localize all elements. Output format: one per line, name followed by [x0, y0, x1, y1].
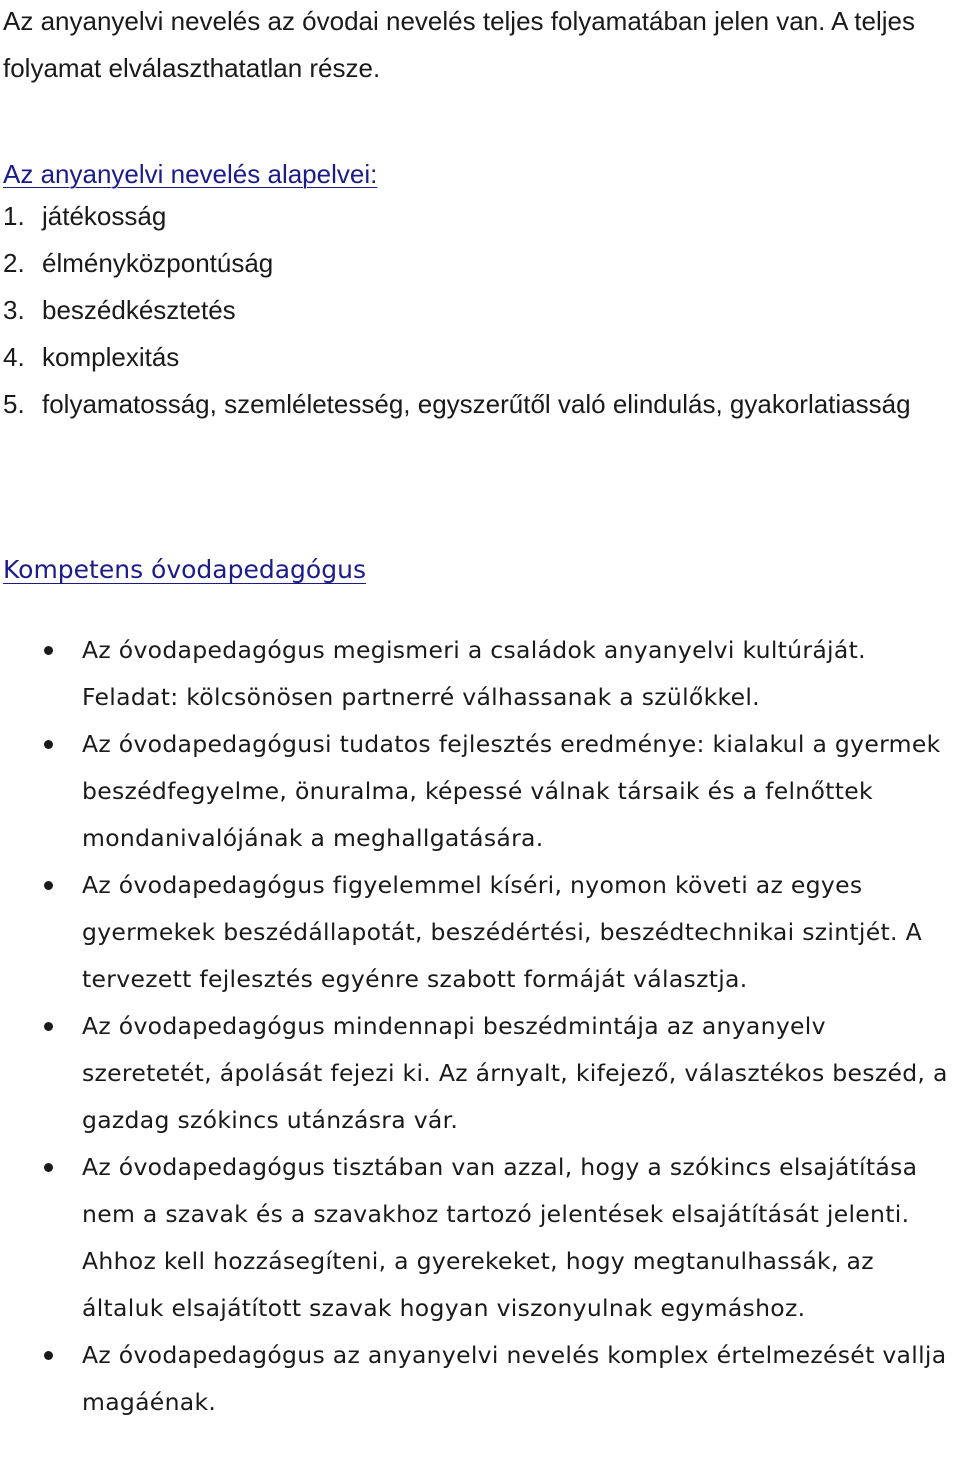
- list-item: [3, 287, 953, 334]
- intro-paragraph: Az anyanyelvi nevelés az óvodai nevelés teljes folyamatában jelen van. A teljes folyamat elválaszthatatlan része.: [3, 6, 916, 83]
- bullet-icon: [44, 881, 53, 890]
- list-item-text: folyamatosság, szemléletesség, egyszerűtől való elindulás, gyakorlatiasság: [42, 389, 911, 419]
- bullet-icon: [44, 740, 53, 749]
- bullet-item: [0, 627, 960, 721]
- bullet-item: [0, 862, 960, 1003]
- bullet-item-text: Az óvodapedagógusi tudatos fejlesztés eredménye: kialakul a gyermek beszédfegyelme, önuralma, képessé válnak társaik és a felnőttek mondanivalójának a meghallgatására.: [82, 730, 941, 852]
- competence-list: [0, 627, 960, 1426]
- bullet-item-text: Az óvodapedagógus az anyanyelvi nevelés komplex értelmezését vallja magáénak.: [82, 1341, 947, 1416]
- competence-heading-link[interactable]: Kompetens óvodapedagógus: [3, 555, 366, 584]
- bullet-item: [0, 1332, 960, 1426]
- list-item-text: komplexitás: [42, 342, 180, 372]
- list-item: [3, 334, 953, 381]
- list-item-number: 2.: [3, 248, 25, 278]
- bullet-item: [0, 1144, 960, 1332]
- list-item-text: játékosság: [42, 201, 167, 231]
- list-item-number: 3.: [3, 295, 25, 325]
- bullet-item-text: Az óvodapedagógus mindennapi beszédmintája az anyanyelv szeretetét, ápolását fejezi ki. Az árnyalt, kifejező, választékos beszéd, a gazdag szókincs utánzásra vár.: [82, 1012, 948, 1134]
- bullet-icon: [44, 1163, 53, 1172]
- list-item: [3, 381, 953, 428]
- list-item: [3, 240, 953, 287]
- bullet-icon: [44, 1022, 53, 1031]
- list-item-number: 4.: [3, 342, 25, 372]
- list-item: [3, 193, 953, 240]
- bullet-item-text: Az óvodapedagógus figyelemmel kíséri, nyomon követi az egyes gyermekek beszédállapotát, beszédértési, beszédtechnikai szintjét. A tervezett fejlesztés egyénre szabott formáját választja.: [82, 871, 922, 993]
- bullet-item-text: Az óvodapedagógus megismeri a családok anyanyelvi kultúráját. Feladat: kölcsönösen partnerré válhassanak a szülőkkel.: [82, 636, 866, 711]
- bullet-icon: [44, 646, 53, 655]
- list-item-number: 5.: [3, 389, 25, 419]
- bullet-item: [0, 721, 960, 862]
- list-item-text: élményközpontúság: [42, 248, 274, 278]
- principles-heading-link[interactable]: Az anyanyelvi nevelés alapelvei:: [3, 159, 378, 189]
- bullet-item: [0, 1003, 960, 1144]
- bullet-item-text: Az óvodapedagógus tisztában van azzal, hogy a szókincs elsajátítása nem a szavak és a szavakhoz tartozó jelentések elsajátítását jelenti. Ahhoz kell hozzásegíteni, a gyerekeket, hogy megtanulhassák, az általuk elsajátított szavak hogyan viszonyulnak egymáshoz.: [82, 1153, 918, 1322]
- list-item-number: 1.: [3, 201, 25, 231]
- bullet-icon: [44, 1351, 53, 1360]
- principles-list: [3, 193, 953, 428]
- list-item-text: beszédkésztetés: [42, 295, 236, 325]
